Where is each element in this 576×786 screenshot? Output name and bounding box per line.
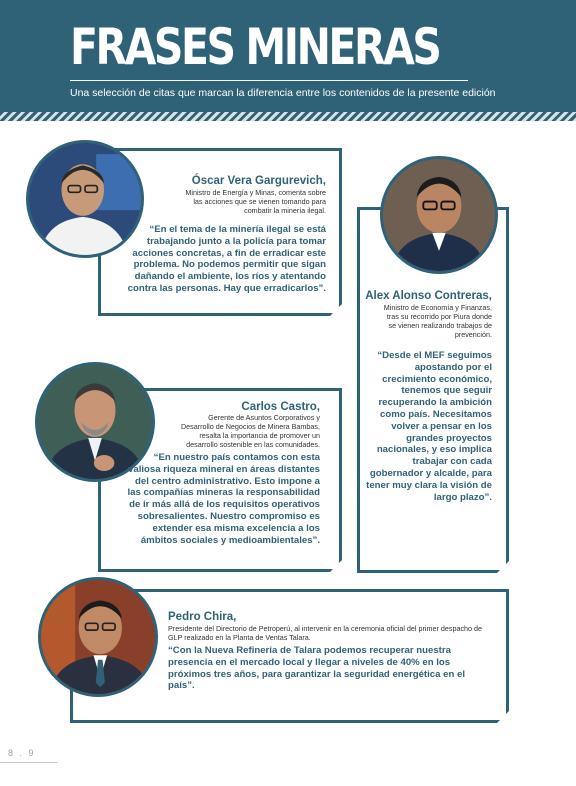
speaker-role-vera: Ministro de Energía y Minas, comenta sobre las acciones que se vienen tomando para combatir la minería ilegal.: [185, 188, 326, 215]
speaker-name-vera: Óscar Vera Gargurevich,: [191, 175, 326, 187]
page-numbers: 8 . 9: [8, 748, 36, 758]
speaker-name-contreras: Alex Alonso Contreras,: [365, 290, 492, 302]
portrait-photo-contreras: [380, 156, 498, 274]
footer-divider: [0, 762, 58, 763]
quote-text-chira: “Con la Nueva Refinería de Talara podemos recuperar nuestra presencia en el mercado local y llegar a niveles de 40% en los próximos tres años, para garantizar la seguridad energética en el país”.: [168, 645, 465, 692]
page-subtitle: Una selección de citas que marcan la diferencia entre los contenidos de la presente edición: [70, 87, 496, 99]
page-title: FRASES MINERAS: [70, 18, 440, 76]
speaker-role-castro: Gerente de Asuntos Corporativos y Desarrollo de Negocios de Minera Bambas, resalta la importancia de promover un desarrollo sostenible en las comunidades.: [180, 413, 320, 449]
speaker-name-castro: Carlos Castro,: [241, 401, 320, 413]
quote-text-vera: “En el tema de la minería ilegal se está trabajando junto a la policía para tomar acciones concretas, a fin de erradicar este problema. No podemos permitir que sigan dañando el ambiente, los ríos y atentando contra las personas. Hay que erradicarlos”.: [127, 224, 326, 294]
portrait-contreras-image: [383, 159, 495, 271]
speaker-role-chira: Presidente del Directorio de Petroperú, al intervenir en la ceremonia oficial del primer despacho de GLP realizado en la Planta de Ventas Talara.: [168, 624, 483, 642]
portrait-chira-image: [41, 580, 155, 694]
header-banner: [0, 0, 576, 112]
speaker-role-contreras: Ministro de Economía y Finanzas, tras su recorrido por Piura donde se vienen realizando trabajos de prevención.: [383, 303, 492, 339]
quote-text-contreras: “Desde el MEF seguimos apostando por el crecimiento económico, tenemos que seguir recuperando la ambición como país. Necesitamos volver a pensar en los grandes proyectos nacionales, y eso implica trabajar con cada gobernador y alcalde, para tener muy clara la visión de largo plazo”.: [366, 350, 492, 503]
portrait-photo-chira: [38, 577, 158, 697]
title-divider: [70, 80, 468, 81]
quote-text-castro: “En nuestro país contamos con esta valiosa riqueza mineral en áreas distantes del centro administrativo. Esto impone a las compañías mineras la responsabilidad de ir más allá de los requisitos operativos sobresalientes. Nuestro compromiso es extender esa misma excelencia a los ámbitos sociales y medioambientales”.: [127, 452, 320, 546]
diagonal-stripe-band: [0, 112, 576, 121]
speaker-name-chira: Pedro Chira,: [168, 611, 237, 623]
